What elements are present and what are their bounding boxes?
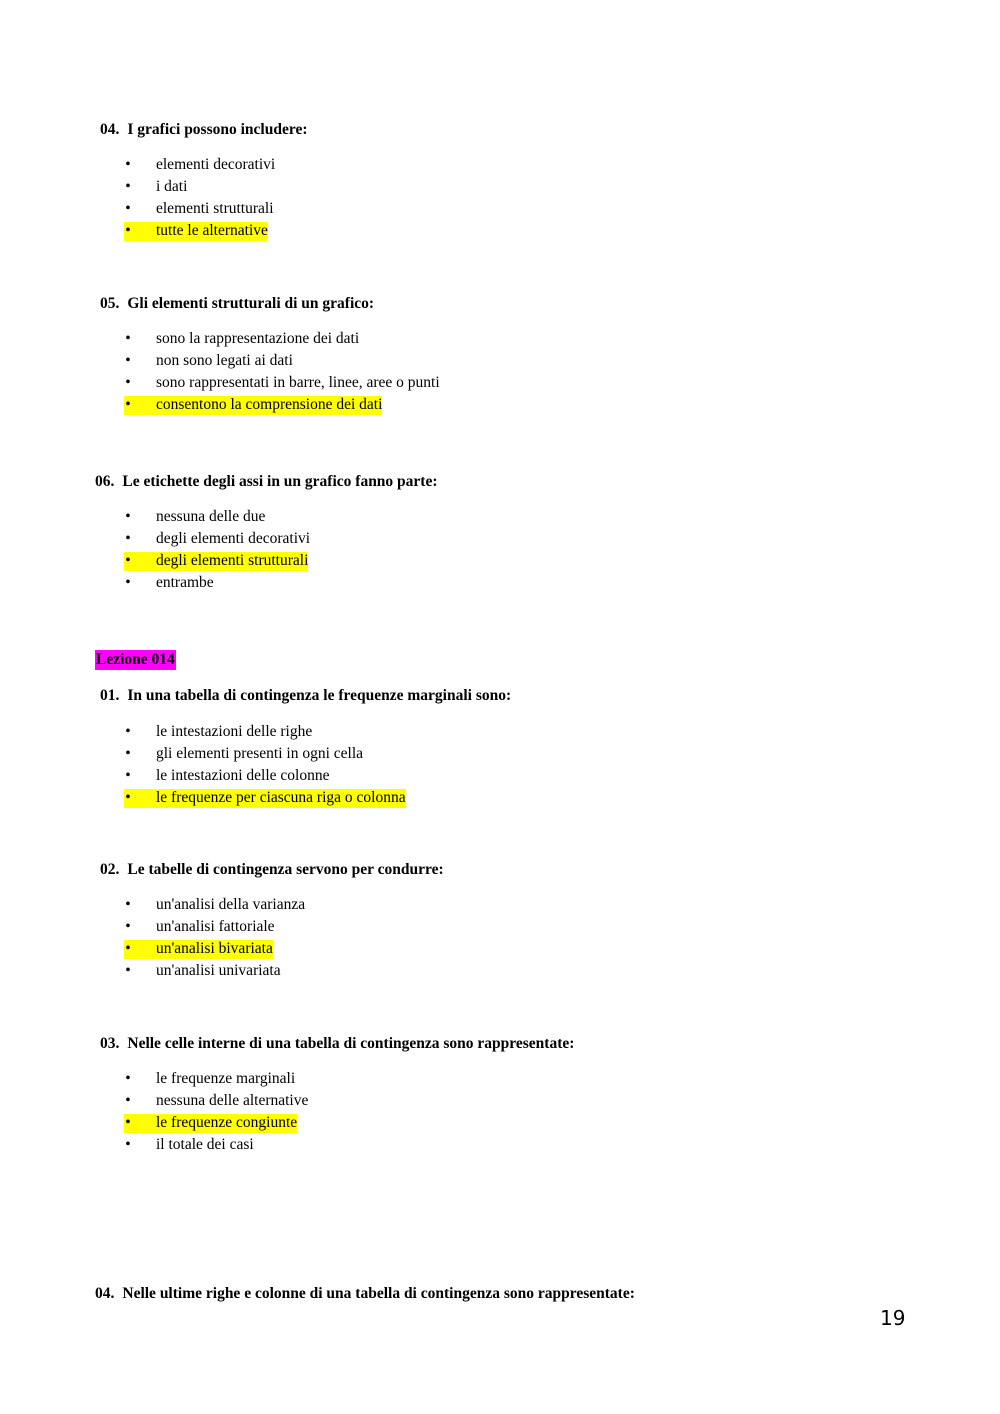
bullet-icon: • bbox=[125, 1114, 131, 1131]
question-number: 03. bbox=[100, 1035, 120, 1052]
answer-text: non sono legati ai dati bbox=[156, 352, 293, 369]
answer-text: il totale dei casi bbox=[156, 1136, 254, 1153]
answer-text: le intestazioni delle colonne bbox=[156, 767, 330, 784]
bullet-icon: • bbox=[125, 178, 131, 195]
bullet-icon: • bbox=[125, 940, 131, 957]
answer-text: sono la rappresentazione dei dati bbox=[156, 330, 360, 347]
answer-text: consentono la comprensione dei dati bbox=[156, 396, 383, 413]
bullet-icon: • bbox=[125, 374, 131, 391]
answer-text: entrambe bbox=[156, 574, 214, 591]
bullet-icon: • bbox=[125, 918, 131, 935]
bullet-icon: • bbox=[125, 508, 131, 525]
bullet-icon: • bbox=[125, 200, 131, 217]
question-text: Le tabelle di contingenza servono per condurre: bbox=[127, 861, 444, 878]
bullet-icon: • bbox=[125, 789, 131, 806]
answer-text: degli elementi strutturali bbox=[156, 552, 309, 569]
question-text: Gli elementi strutturali di un grafico: bbox=[127, 295, 375, 312]
bullet-icon: • bbox=[125, 1136, 131, 1153]
answer-text: tutte le alternative bbox=[156, 222, 268, 239]
answer-text: elementi strutturali bbox=[156, 200, 274, 217]
bullet-icon: • bbox=[125, 396, 131, 413]
answer-text: un'analisi bivariata bbox=[156, 940, 273, 957]
answer-text: i dati bbox=[156, 178, 188, 195]
bullet-icon: • bbox=[125, 1092, 131, 1109]
bullet-icon: • bbox=[125, 1070, 131, 1087]
question-number: 01. bbox=[100, 687, 120, 704]
question-title bbox=[100, 1034, 574, 1054]
bullet-icon: • bbox=[125, 352, 131, 369]
bullet-icon: • bbox=[125, 962, 131, 979]
bullet-icon: • bbox=[125, 552, 131, 569]
answer-text: sono rappresentati in barre, linee, aree o punti bbox=[156, 374, 440, 391]
question-title bbox=[100, 120, 308, 140]
question-number: 05. bbox=[100, 295, 120, 312]
bullet-icon: • bbox=[125, 156, 131, 173]
answer-text: nessuna delle alternative bbox=[156, 1092, 309, 1109]
bullet-icon: • bbox=[125, 222, 131, 239]
question-number: 04. bbox=[95, 1285, 115, 1302]
question-text: In una tabella di contingenza le frequenze marginali sono: bbox=[127, 687, 512, 704]
bullet-icon: • bbox=[125, 530, 131, 547]
question-number: 02. bbox=[100, 861, 120, 878]
bullet-icon: • bbox=[125, 767, 131, 784]
question-text: Nelle celle interne di una tabella di contingenza sono rappresentate: bbox=[127, 1035, 575, 1052]
question-title bbox=[100, 860, 444, 880]
question-text: Nelle ultime righe e colonne di una tabella di contingenza sono rappresentate: bbox=[122, 1285, 635, 1302]
answer-text: degli elementi decorativi bbox=[156, 530, 311, 547]
bullet-icon: • bbox=[125, 723, 131, 740]
answer-text: le frequenze congiunte bbox=[156, 1114, 298, 1131]
question-title bbox=[100, 294, 374, 314]
question-number: 04. bbox=[100, 121, 120, 138]
question-number: 06. bbox=[95, 473, 115, 490]
answer-text: le frequenze per ciascuna riga o colonna bbox=[156, 789, 406, 806]
answer-text: un'analisi fattoriale bbox=[156, 918, 275, 935]
answer-text: le intestazioni delle righe bbox=[156, 723, 313, 740]
answer-text: elementi decorativi bbox=[156, 156, 276, 173]
bullet-icon: • bbox=[125, 330, 131, 347]
bullet-icon: • bbox=[125, 745, 131, 762]
answer-text: un'analisi univariata bbox=[156, 962, 281, 979]
answer-text: un'analisi della varianza bbox=[156, 896, 306, 913]
page-number: 19 bbox=[880, 1306, 906, 1330]
question-text: Le etichette degli assi in un grafico fanno parte: bbox=[122, 473, 438, 490]
bullet-icon: • bbox=[125, 896, 131, 913]
answer-text: gli elementi presenti in ogni cella bbox=[156, 745, 364, 762]
question-title bbox=[95, 1284, 635, 1304]
lesson-heading: Lezione 014 bbox=[96, 651, 175, 668]
answer-text: le frequenze marginali bbox=[156, 1070, 296, 1087]
question-title bbox=[100, 686, 511, 706]
question-title bbox=[95, 472, 438, 492]
answer-text: nessuna delle due bbox=[156, 508, 266, 525]
question-text: I grafici possono includere: bbox=[127, 121, 308, 138]
bullet-icon: • bbox=[125, 574, 131, 591]
